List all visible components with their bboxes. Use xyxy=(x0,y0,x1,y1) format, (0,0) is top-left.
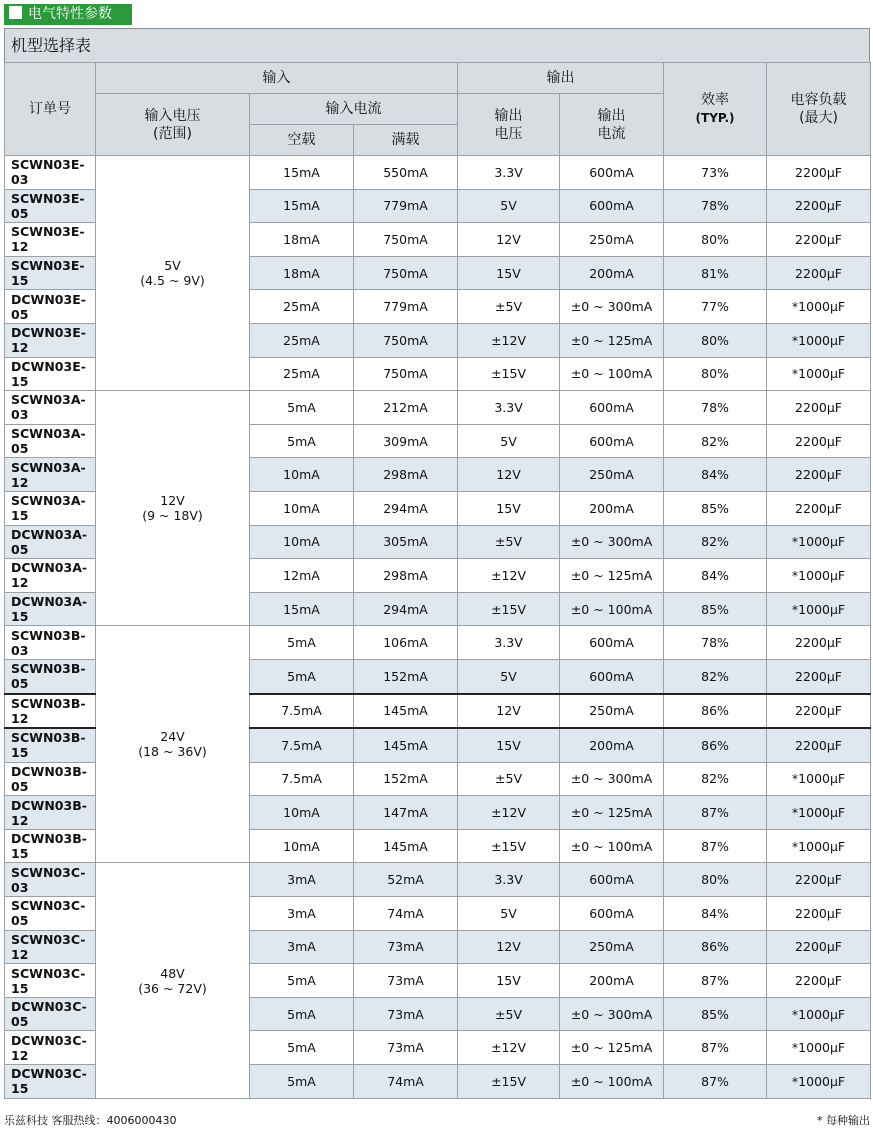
cell-iout: ±0 ~ 125mA xyxy=(560,796,664,830)
cell-no-load: 10mA xyxy=(250,458,354,492)
cell-cap-load: 2200μF xyxy=(767,863,871,897)
cell-full-load: 145mA xyxy=(354,728,458,762)
header-output-voltage-line2: 电压 xyxy=(494,125,523,142)
cell-efficiency: 86% xyxy=(664,930,767,964)
cell-iout: ±0 ~ 300mA xyxy=(560,997,664,1031)
cell-iout: ±0 ~ 125mA xyxy=(560,559,664,593)
cell-cap-load: *1000μF xyxy=(767,525,871,559)
cell-efficiency: 87% xyxy=(664,1065,767,1099)
cell-model: DCWN03B-15 xyxy=(5,829,96,863)
cell-efficiency: 84% xyxy=(664,897,767,931)
cell-no-load: 15mA xyxy=(250,156,354,190)
cell-no-load: 10mA xyxy=(250,491,354,525)
cell-full-load: 750mA xyxy=(354,323,458,357)
cell-model: SCWN03B-03 xyxy=(5,626,96,660)
cell-no-load: 5mA xyxy=(250,1031,354,1065)
cell-cap-load: 2200μF xyxy=(767,659,871,693)
cell-no-load: 18mA xyxy=(250,256,354,290)
cell-iout: ±0 ~ 100mA xyxy=(560,1065,664,1099)
cell-no-load: 10mA xyxy=(250,796,354,830)
cell-no-load: 12mA xyxy=(250,559,354,593)
cell-cap-load: *1000μF xyxy=(767,559,871,593)
cell-vout: ±15V xyxy=(458,357,560,391)
cell-model: DCWN03A-05 xyxy=(5,525,96,559)
cell-vout: ±12V xyxy=(458,323,560,357)
header-efficiency xyxy=(664,63,767,156)
input-voltage-value: 12V xyxy=(160,493,185,509)
cell-model: SCWN03B-15 xyxy=(5,728,96,762)
cell-efficiency: 80% xyxy=(664,223,767,257)
header-output-current xyxy=(560,94,664,156)
cell-no-load: 5mA xyxy=(250,424,354,458)
cell-no-load: 5mA xyxy=(250,997,354,1031)
cell-efficiency: 78% xyxy=(664,391,767,425)
cell-vout: ±5V xyxy=(458,290,560,324)
cell-iout: 600mA xyxy=(560,897,664,931)
cell-efficiency: 78% xyxy=(664,626,767,660)
cell-cap-load: *1000μF xyxy=(767,1031,871,1065)
cell-full-load: 52mA xyxy=(354,863,458,897)
header-output: 输出 xyxy=(458,63,664,94)
cell-cap-load: 2200μF xyxy=(767,626,871,660)
input-voltage-value: 5V xyxy=(164,258,181,274)
cell-full-load: 147mA xyxy=(354,796,458,830)
cell-cap-load: *1000μF xyxy=(767,762,871,796)
header-cap-load-label: 电容负载 xyxy=(790,92,847,108)
cell-iout: 200mA xyxy=(560,728,664,762)
cell-no-load: 5mA xyxy=(250,659,354,693)
cell-vout: 5V xyxy=(458,659,560,693)
cell-full-load: 73mA xyxy=(354,930,458,964)
cell-vout: 15V xyxy=(458,491,560,525)
cell-iout: ±0 ~ 300mA xyxy=(560,290,664,324)
cell-iout: 600mA xyxy=(560,391,664,425)
cell-full-load: 779mA xyxy=(354,290,458,324)
cell-model: DCWN03E-05 xyxy=(5,290,96,324)
cell-no-load: 15mA xyxy=(250,189,354,223)
cell-cap-load: 2200μF xyxy=(767,189,871,223)
cell-cap-load: 2200μF xyxy=(767,458,871,492)
cell-iout: ±0 ~ 100mA xyxy=(560,829,664,863)
cell-full-load: 145mA xyxy=(354,694,458,729)
cell-model: SCWN03A-05 xyxy=(5,424,96,458)
cell-full-load: 298mA xyxy=(354,458,458,492)
input-voltage-value: 48V xyxy=(160,965,185,981)
cell-efficiency: 84% xyxy=(664,458,767,492)
cell-iout: 200mA xyxy=(560,964,664,998)
cell-no-load: 10mA xyxy=(250,525,354,559)
cell-model: SCWN03A-15 xyxy=(5,491,96,525)
table-body xyxy=(5,156,871,1099)
cell-vout: 12V xyxy=(458,223,560,257)
cell-efficiency: 85% xyxy=(664,491,767,525)
cell-full-load: 550mA xyxy=(354,156,458,190)
cell-efficiency: 77% xyxy=(664,290,767,324)
header-output-voltage xyxy=(458,94,560,156)
cell-model: DCWN03C-15 xyxy=(5,1065,96,1099)
cell-efficiency: 82% xyxy=(664,762,767,796)
cell-vout: 15V xyxy=(458,728,560,762)
cell-no-load: 7.5mA xyxy=(250,728,354,762)
square-icon xyxy=(9,6,22,19)
header-full-load: 满载 xyxy=(354,125,458,156)
cell-full-load: 750mA xyxy=(354,256,458,290)
cell-input-voltage xyxy=(96,863,250,1098)
cell-vout: ±12V xyxy=(458,796,560,830)
cell-vout: 15V xyxy=(458,964,560,998)
cell-efficiency: 84% xyxy=(664,559,767,593)
cell-cap-load: *1000μF xyxy=(767,796,871,830)
cell-full-load: 750mA xyxy=(354,223,458,257)
cell-no-load: 5mA xyxy=(250,1065,354,1099)
cell-cap-load: *1000μF xyxy=(767,1065,871,1099)
cell-model: SCWN03B-05 xyxy=(5,659,96,693)
cell-vout: ±5V xyxy=(458,525,560,559)
cell-iout: 200mA xyxy=(560,256,664,290)
cell-model: DCWN03B-12 xyxy=(5,796,96,830)
table-header xyxy=(5,63,871,156)
cell-efficiency: 86% xyxy=(664,728,767,762)
cell-model: SCWN03A-03 xyxy=(5,391,96,425)
cell-cap-load: *1000μF xyxy=(767,997,871,1031)
cell-vout: 12V xyxy=(458,458,560,492)
cell-vout: 3.3V xyxy=(458,863,560,897)
cell-iout: ±0 ~ 100mA xyxy=(560,592,664,626)
cell-cap-load: *1000μF xyxy=(767,290,871,324)
cell-efficiency: 82% xyxy=(664,424,767,458)
cell-cap-load: 2200μF xyxy=(767,256,871,290)
cell-vout: 5V xyxy=(458,897,560,931)
cell-model: DCWN03E-15 xyxy=(5,357,96,391)
cell-cap-load: 2200μF xyxy=(767,223,871,257)
cell-model: SCWN03C-05 xyxy=(5,897,96,931)
cell-cap-load: *1000μF xyxy=(767,829,871,863)
cell-efficiency: 87% xyxy=(664,829,767,863)
cell-full-load: 305mA xyxy=(354,525,458,559)
table-row xyxy=(5,391,871,425)
cell-full-load: 750mA xyxy=(354,357,458,391)
cell-iout: 600mA xyxy=(560,156,664,190)
cell-cap-load: 2200μF xyxy=(767,728,871,762)
cell-full-load: 74mA xyxy=(354,897,458,931)
cell-iout: ±0 ~ 300mA xyxy=(560,525,664,559)
cell-iout: 250mA xyxy=(560,458,664,492)
cell-full-load: 298mA xyxy=(354,559,458,593)
cell-iout: 250mA xyxy=(560,930,664,964)
cell-efficiency: 81% xyxy=(664,256,767,290)
cell-no-load: 5mA xyxy=(250,626,354,660)
footer xyxy=(4,1112,870,1128)
cell-no-load: 25mA xyxy=(250,323,354,357)
input-voltage-range: (4.5 ~ 9V) xyxy=(140,273,205,289)
cell-no-load: 5mA xyxy=(250,964,354,998)
cell-full-load: 212mA xyxy=(354,391,458,425)
cell-full-load: 106mA xyxy=(354,626,458,660)
cell-input-voltage xyxy=(96,626,250,863)
table-row xyxy=(5,626,871,660)
cell-efficiency: 87% xyxy=(664,1031,767,1065)
cell-no-load: 18mA xyxy=(250,223,354,257)
cell-efficiency: 87% xyxy=(664,964,767,998)
cell-vout: ±15V xyxy=(458,1065,560,1099)
cell-iout: 600mA xyxy=(560,659,664,693)
cell-full-load: 73mA xyxy=(354,964,458,998)
cell-cap-load: 2200μF xyxy=(767,424,871,458)
cell-model: SCWN03E-12 xyxy=(5,223,96,257)
cell-cap-load: 2200μF xyxy=(767,964,871,998)
cell-model: SCWN03E-05 xyxy=(5,189,96,223)
cell-vout: 5V xyxy=(458,189,560,223)
cell-cap-load: 2200μF xyxy=(767,930,871,964)
cell-iout: ±0 ~ 125mA xyxy=(560,1031,664,1065)
cell-iout: ±0 ~ 300mA xyxy=(560,762,664,796)
input-voltage-range: (36 ~ 72V) xyxy=(138,980,207,996)
cell-vout: ±5V xyxy=(458,762,560,796)
header-input-voltage-label: 输入电压 xyxy=(144,107,201,124)
cell-iout: ±0 ~ 100mA xyxy=(560,357,664,391)
cell-efficiency: 85% xyxy=(664,592,767,626)
cell-cap-load: 2200μF xyxy=(767,156,871,190)
cell-iout: 250mA xyxy=(560,694,664,729)
cell-no-load: 10mA xyxy=(250,829,354,863)
cell-input-voltage xyxy=(96,391,250,626)
header-efficiency-label: 效率 xyxy=(701,92,730,108)
cell-efficiency: 85% xyxy=(664,997,767,1031)
cell-full-load: 309mA xyxy=(354,424,458,458)
cell-cap-load: 2200μF xyxy=(767,491,871,525)
cell-full-load: 152mA xyxy=(354,762,458,796)
cell-vout: ±12V xyxy=(458,1031,560,1065)
cell-full-load: 779mA xyxy=(354,189,458,223)
cell-input-voltage xyxy=(96,156,250,391)
cell-no-load: 7.5mA xyxy=(250,762,354,796)
input-voltage-range: (18 ~ 36V) xyxy=(138,744,207,760)
cell-cap-load: *1000μF xyxy=(767,592,871,626)
cell-full-load: 294mA xyxy=(354,592,458,626)
header-cap-load-sub: (最大) xyxy=(799,110,838,126)
input-voltage-value: 24V xyxy=(160,729,185,745)
cell-model: SCWN03B-12 xyxy=(5,694,96,729)
cell-model: DCWN03A-15 xyxy=(5,592,96,626)
cell-full-load: 74mA xyxy=(354,1065,458,1099)
header-no-load: 空载 xyxy=(250,125,354,156)
header-output-current-line2: 电流 xyxy=(597,125,626,142)
cell-full-load: 73mA xyxy=(354,1031,458,1065)
cell-efficiency: 80% xyxy=(664,323,767,357)
cell-efficiency: 78% xyxy=(664,189,767,223)
cell-model: DCWN03B-05 xyxy=(5,762,96,796)
cell-efficiency: 87% xyxy=(664,796,767,830)
cell-vout: ±5V xyxy=(458,997,560,1031)
header-input-voltage-sub: (范围) xyxy=(153,125,192,142)
cell-model: DCWN03A-12 xyxy=(5,559,96,593)
header-input-current: 输入电流 xyxy=(250,94,458,125)
cell-efficiency: 80% xyxy=(664,863,767,897)
cell-model: SCWN03E-15 xyxy=(5,256,96,290)
model-selection-table xyxy=(4,62,871,1099)
header-output-current-line1: 输出 xyxy=(597,107,626,124)
cell-iout: 250mA xyxy=(560,223,664,257)
cell-efficiency: 80% xyxy=(664,357,767,391)
cell-iout: 600mA xyxy=(560,189,664,223)
model-selection-sheet xyxy=(4,28,870,1099)
cell-vout: 12V xyxy=(458,930,560,964)
footer-note: * 每种输出 xyxy=(817,1114,870,1127)
cell-full-load: 294mA xyxy=(354,491,458,525)
cell-no-load: 7.5mA xyxy=(250,694,354,729)
cell-vout: ±12V xyxy=(458,559,560,593)
cell-no-load: 25mA xyxy=(250,290,354,324)
header-cap-load xyxy=(767,63,871,156)
table-title: 机型选择表 xyxy=(4,28,870,62)
cell-model: SCWN03C-15 xyxy=(5,964,96,998)
cell-no-load: 3mA xyxy=(250,930,354,964)
cell-vout: 3.3V xyxy=(458,156,560,190)
cell-full-load: 145mA xyxy=(354,829,458,863)
cell-no-load: 15mA xyxy=(250,592,354,626)
cell-vout: 3.3V xyxy=(458,626,560,660)
cell-efficiency: 73% xyxy=(664,156,767,190)
cell-iout: 200mA xyxy=(560,491,664,525)
cell-full-load: 152mA xyxy=(354,659,458,693)
footer-company: 乐兹科技 客服热线：4006000430 xyxy=(4,1114,177,1127)
cell-vout: ±15V xyxy=(458,829,560,863)
header-efficiency-sub: (TYP.) xyxy=(695,111,735,125)
input-voltage-range: (9 ~ 18V) xyxy=(142,508,203,524)
cell-iout: 600mA xyxy=(560,863,664,897)
cell-model: DCWN03E-12 xyxy=(5,323,96,357)
cell-efficiency: 86% xyxy=(664,694,767,729)
cell-iout: 600mA xyxy=(560,424,664,458)
cell-cap-load: 2200μF xyxy=(767,391,871,425)
cell-cap-load: *1000μF xyxy=(767,357,871,391)
cell-no-load: 5mA xyxy=(250,391,354,425)
section-title-bar xyxy=(4,4,132,25)
cell-vout: 5V xyxy=(458,424,560,458)
cell-no-load: 3mA xyxy=(250,863,354,897)
cell-model: SCWN03A-12 xyxy=(5,458,96,492)
cell-efficiency: 82% xyxy=(664,525,767,559)
cell-iout: ±0 ~ 125mA xyxy=(560,323,664,357)
table-row xyxy=(5,863,871,897)
cell-vout: 12V xyxy=(458,694,560,729)
cell-no-load: 25mA xyxy=(250,357,354,391)
cell-cap-load: *1000μF xyxy=(767,323,871,357)
cell-efficiency: 82% xyxy=(664,659,767,693)
cell-cap-load: 2200μF xyxy=(767,897,871,931)
cell-vout: 15V xyxy=(458,256,560,290)
cell-iout: 600mA xyxy=(560,626,664,660)
cell-vout: ±15V xyxy=(458,592,560,626)
cell-no-load: 3mA xyxy=(250,897,354,931)
cell-model: DCWN03C-05 xyxy=(5,997,96,1031)
cell-model: SCWN03C-12 xyxy=(5,930,96,964)
header-input: 输入 xyxy=(96,63,458,94)
cell-cap-load: 2200μF xyxy=(767,694,871,729)
section-title: 电气特性参数 xyxy=(28,6,112,22)
header-order-no: 订单号 xyxy=(5,63,96,156)
header-input-voltage xyxy=(96,94,250,156)
cell-model: SCWN03E-03 xyxy=(5,156,96,190)
cell-full-load: 73mA xyxy=(354,997,458,1031)
table-row xyxy=(5,156,871,190)
cell-model: SCWN03C-03 xyxy=(5,863,96,897)
cell-vout: 3.3V xyxy=(458,391,560,425)
header-output-voltage-line1: 输出 xyxy=(494,107,523,124)
cell-model: DCWN03C-12 xyxy=(5,1031,96,1065)
